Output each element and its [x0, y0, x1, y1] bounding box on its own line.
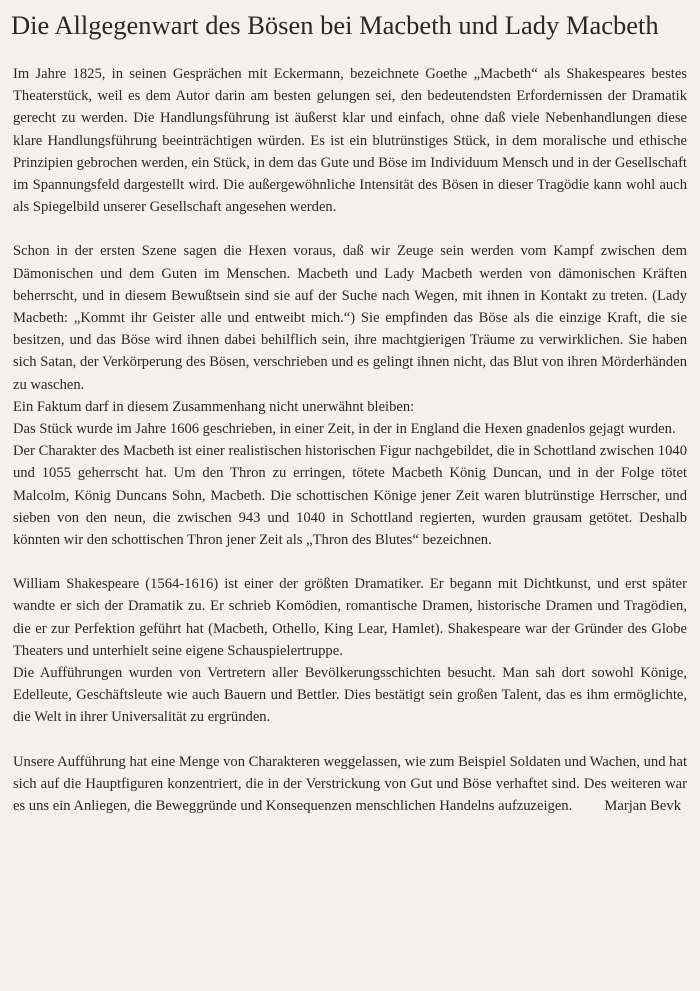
author-signature: Marjan Bevk — [604, 798, 681, 815]
paragraph-historical-macbeth: Der Charakter des Macbeth ist einer realistischen historischen Figur nachgebildet, die in Schottland zwischen 1040 und 1055 geherrscht hat. Um den Thron zu erringen, tötete Macbeth König Duncan, und in der Folge tötet Malcolm, König Duncans Sohn, Macbeth. Die schottischen Könige jener Zeit waren blutrünstige Herrscher, und sieben von den neun, die zwischen 943 und 1040 in Schottland regierten, wurden grausam getötet. Deshalb könnten wir den schottischen Thron jener Zeit als „Thron des Blutes“ bezeichnen. — [13, 443, 687, 549]
page-title: Die Allgegenwart des Bösen bei Macbeth und Lady Macbeth — [11, 10, 659, 40]
paragraph-spacer — [13, 218, 687, 240]
paragraph-fact-intro: Ein Faktum darf in diesem Zusammenhang nicht unerwähnt bleiben: — [13, 398, 415, 415]
paragraph-spacer — [13, 729, 687, 751]
paragraph-goethe: Im Jahre 1825, in seinen Gesprächen mit Eckermann, bezeichnete Goethe „Macbeth“ als Shakespeares bestes Theaterstück, weil es dem Autor darin am besten gelungen sei, den bedeutendsten Erfordernissen der Dramatik gerecht zu werden. Die Handlungsführung ist äußerst klar und einfach, ohne daß viele Nebenhandlungen diese klare Handlungsführung beeinträchtigen würden. Es ist ein blutrünstiges Stück, in dem moralische und ethische Prinzipien gebrochen werden, ein Stück, in dem das Gute und Böse im Individuum Mensch und in der Gesellschaft im Spannungsfeld dargestellt wird. Die außergewöhnliche Intensität des Bösen in dieser Tragödie kann wohl auch als Spiegelbild unserer Gesellschaft angesehen werden. — [13, 66, 687, 216]
paragraph-spacer — [13, 551, 687, 573]
article-body — [13, 63, 687, 817]
paragraph-witches: Schon in der ersten Szene sagen die Hexen voraus, daß wir Zeuge sein werden vom Kampf zwischen dem Dämonischen und dem Guten im Menschen. Macbeth und Lady Macbeth werden von dämonischen Kräften beherrscht, und in diesem Bewußtsein sind sie auf der Suche nach Wegen, mit ihnen in Kontakt zu treten. (Lady Macbeth: „Kommt ihr Geister alle und entweibt mich.“) Sie empfinden das Böse als die einzige Kraft, die sie besitzen, und das Böse wird ihnen dabei behilflich sein, ihre machtgierigen Träume zu verwirklichen. Sie haben sich Satan, der Verkörperung des Bösen, verschrieben und es gelingt ihnen nicht, das Blut von ihren Mörderhänden zu waschen. — [13, 243, 687, 393]
paragraph-shakespeare: William Shakespeare (1564-1616) ist einer der größten Dramatiker. Er begann mit Dichtkunst, und erst später wandte er sich der Dramatik zu. Er schrieb Komödien, romantische Dramen, historische Dramen und Tragödien, die er zur Perfektion geführt hat (Macbeth, Othello, King Lear, Hamlet). Shakespeare war der Gründer des Globe Theaters und unterhielt seine eigene Schauspielertruppe. — [13, 576, 687, 659]
closing-block — [13, 751, 687, 818]
paragraph-production: Unsere Aufführung hat eine Menge von Charakteren weggelassen, wie zum Beispiel Soldaten und Wachen, und hat sich auf die Hauptfiguren konzentriert, die in der Verstrickung von Gut und Böse verhaftet sind. Des weiteren war es uns ein Anliegen, die Beweggründe und Konsequenzen menschlichen Handelns aufzuzeigen. — [13, 753, 687, 815]
paragraph-witch-hunt: Das Stück wurde im Jahre 1606 geschrieben, in einer Zeit, in der in England die Hexen gnadenlos gejagt wurden. — [13, 421, 676, 438]
paragraph-audience: Die Aufführungen wurden von Vertretern aller Bevölkerungsschichten besucht. Man sah dort sowohl Könige, Edelleute, Geschäftsleute wie auch Bauern und Bettler. Dies bestätigt sein großen Talent, das es ihm ermöglichte, die Welt in ihrer Universalität zu ergründen. — [13, 665, 687, 726]
